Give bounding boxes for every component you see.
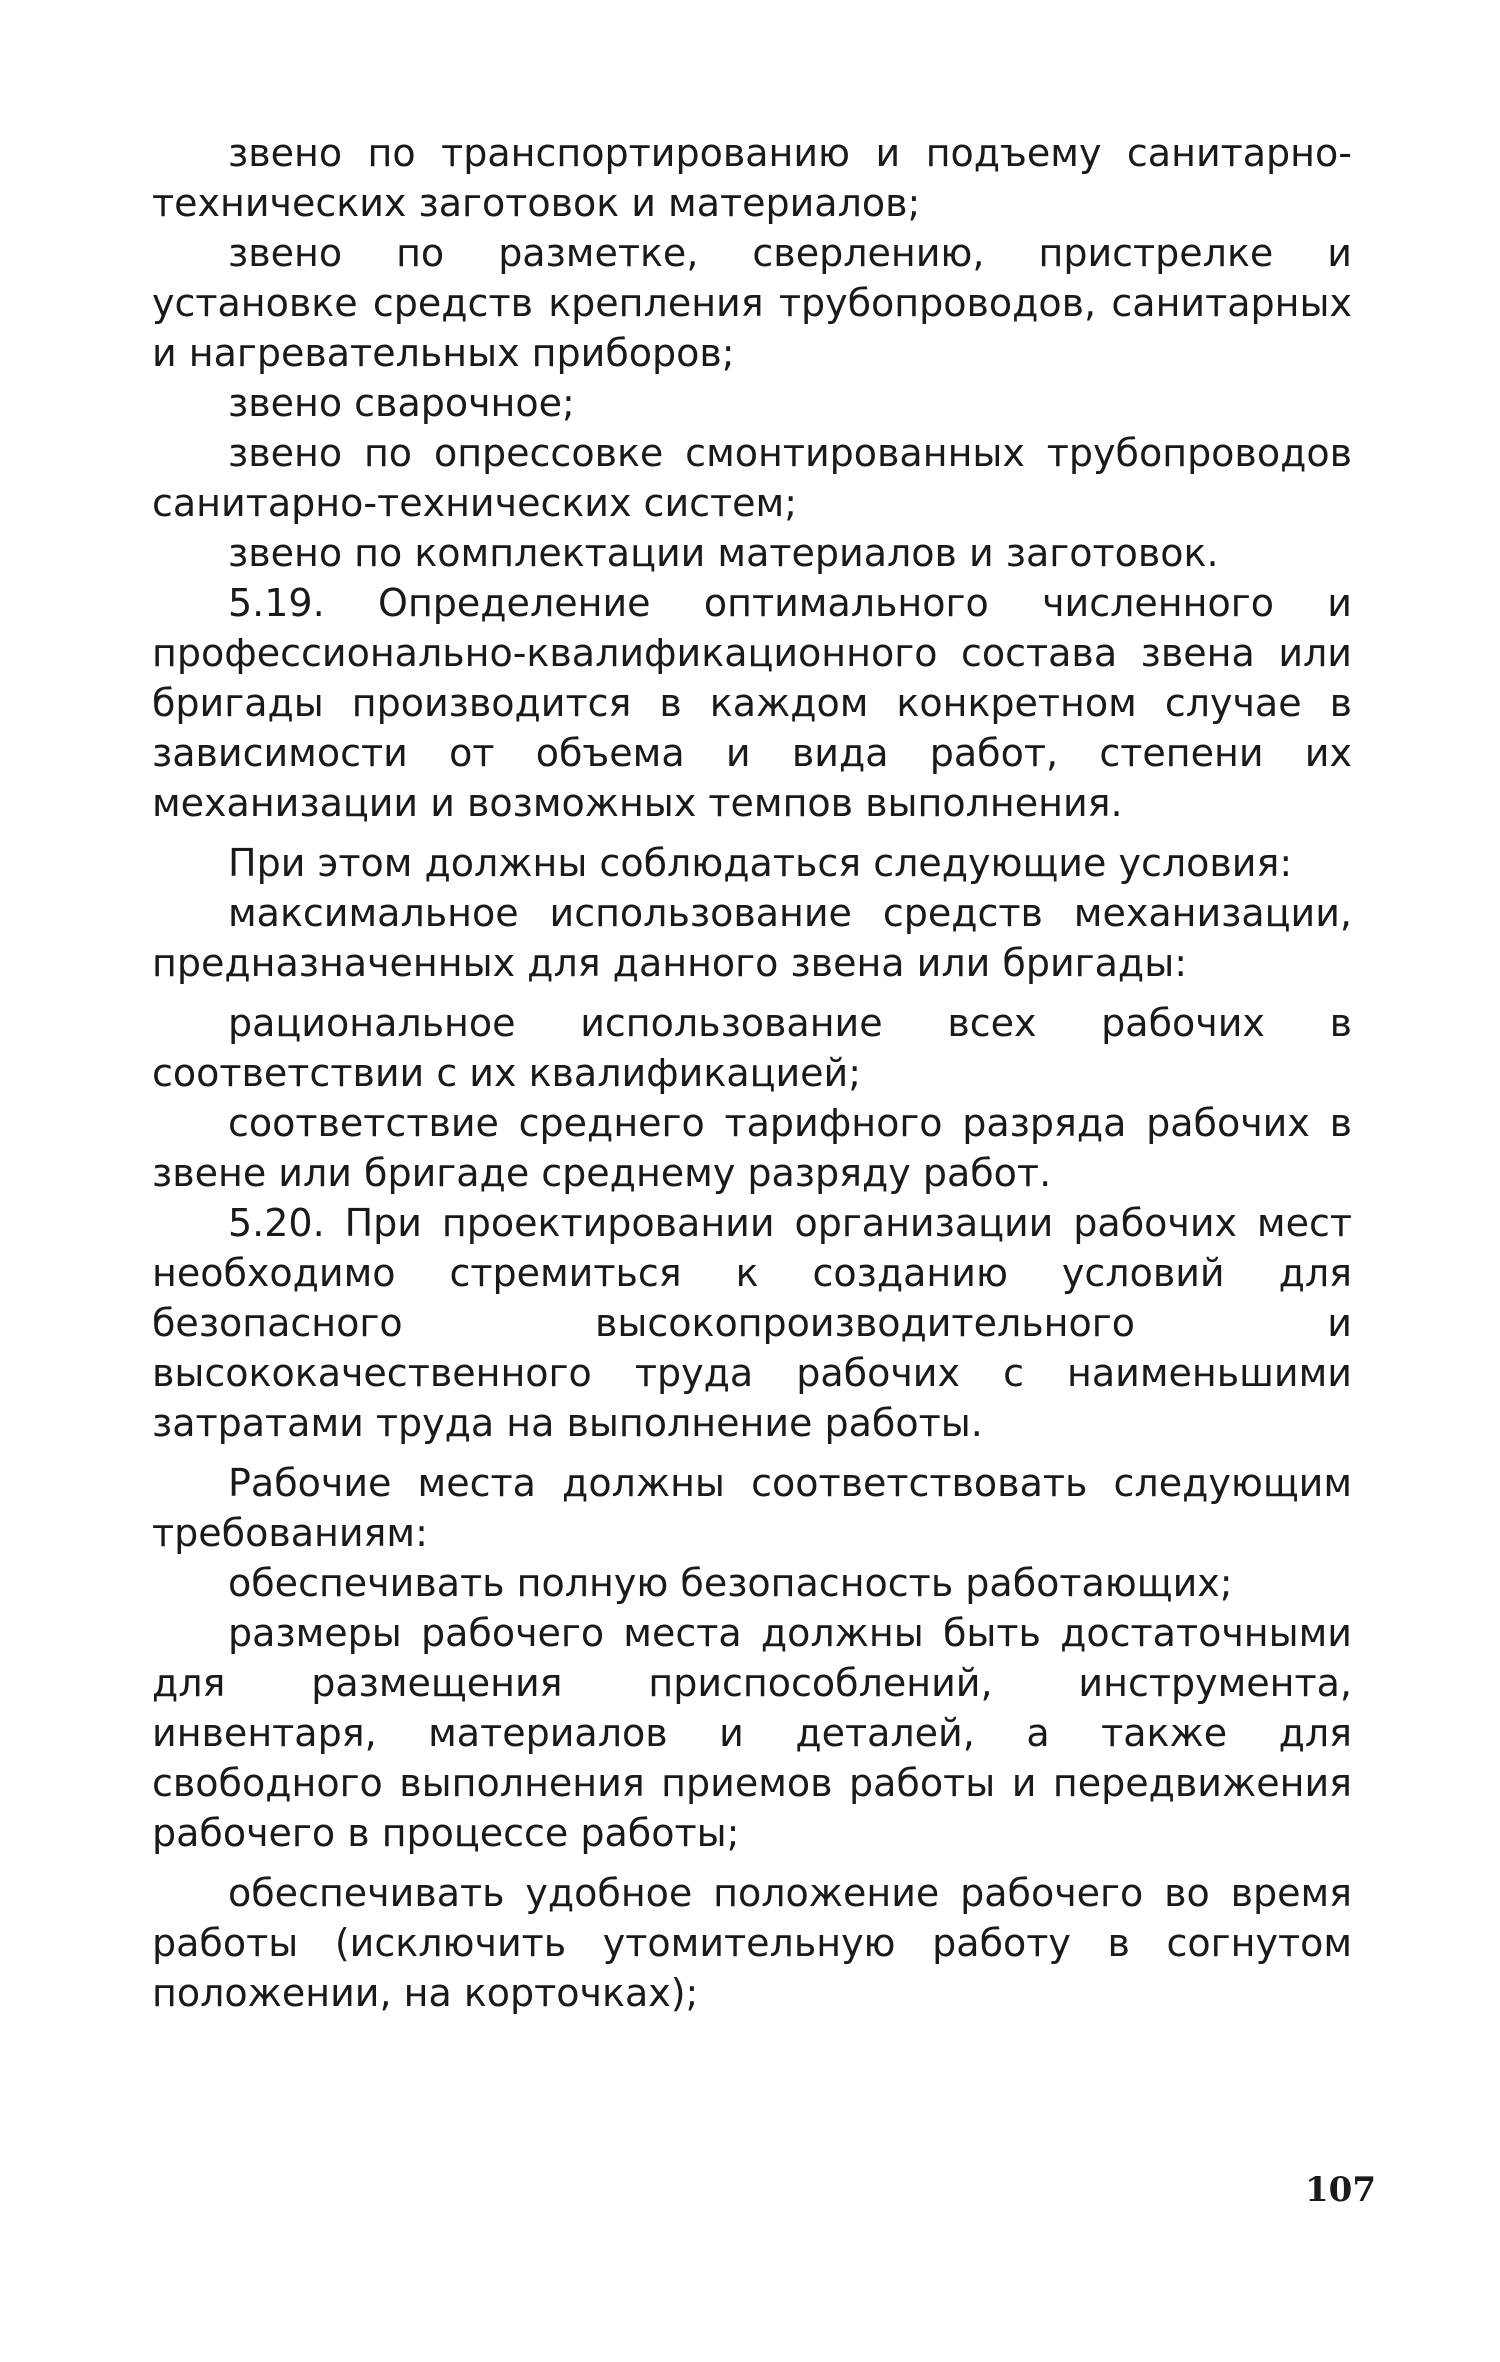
paragraph-section-5-19: 5.19. Определение оптимального численного и профессионально-квалификационного состава звена или бригады производится в каждом конкретном случае в зависимости от объема и вида работ, степени их механизации и возможных темпов выполнения. (152, 581, 1352, 825)
paragraph-link-welding: звено сварочное; (228, 381, 575, 425)
paragraph-link-marking: звено по разметке, сверлению, пристрелке и установке средств крепления трубопроводов, санитарных и нагревательных приборов; (152, 231, 1352, 375)
body-text (152, 128, 1352, 2018)
paragraph-conditions-intro: При этом должны соблюдаться следующие условия: (228, 841, 1293, 885)
paragraph-link-transport: звено по транспортированию и подъему санитарно-технических заготовок и материалов; (152, 131, 1352, 225)
paragraph-condition-mechanization: максимальное использование средств механизации, предназначенных для данного звена или бригады: (152, 891, 1352, 985)
page-number: 107 (1305, 2170, 1376, 2210)
paragraph-link-pressure-testing: звено по опрессовке смонтированных трубопроводов санитарно-технических систем; (152, 431, 1352, 525)
paragraph-requirement-dimensions: размеры рабочего места должны быть достаточными для размещения приспособлений, инструмента, инвентаря, материалов и деталей, а также для свободного выполнения приемов работы и передвижения рабочего в процессе работы; (152, 1611, 1352, 1855)
paragraph-condition-tariff: соответствие среднего тарифного разряда рабочих в звене или бригаде среднему разряду работ. (152, 1101, 1352, 1195)
paragraph-requirement-position: обеспечивать удобное положение рабочего во время работы (исключить утомительную работу в согнутом положении, на корточках); (152, 1871, 1352, 2015)
paragraph-link-completion: звено по комплектации материалов и заготовок. (228, 531, 1219, 575)
paragraph-section-5-20: 5.20. При проектировании организации рабочих мест необходимо стремиться к созданию условий для безопасного высокопроизводительного и высококачественного труда рабочих с наименьшими затратами труда на выполнение работы. (152, 1201, 1352, 1445)
paragraph-condition-workers: рациональное использование всех рабочих в соответствии с их квалификацией; (152, 1001, 1352, 1095)
paragraph-requirement-safety: обеспечивать полную безопасность работающих; (228, 1561, 1233, 1605)
paragraph-requirements-intro: Рабочие места должны соответствовать следующим требованиям: (152, 1461, 1352, 1555)
